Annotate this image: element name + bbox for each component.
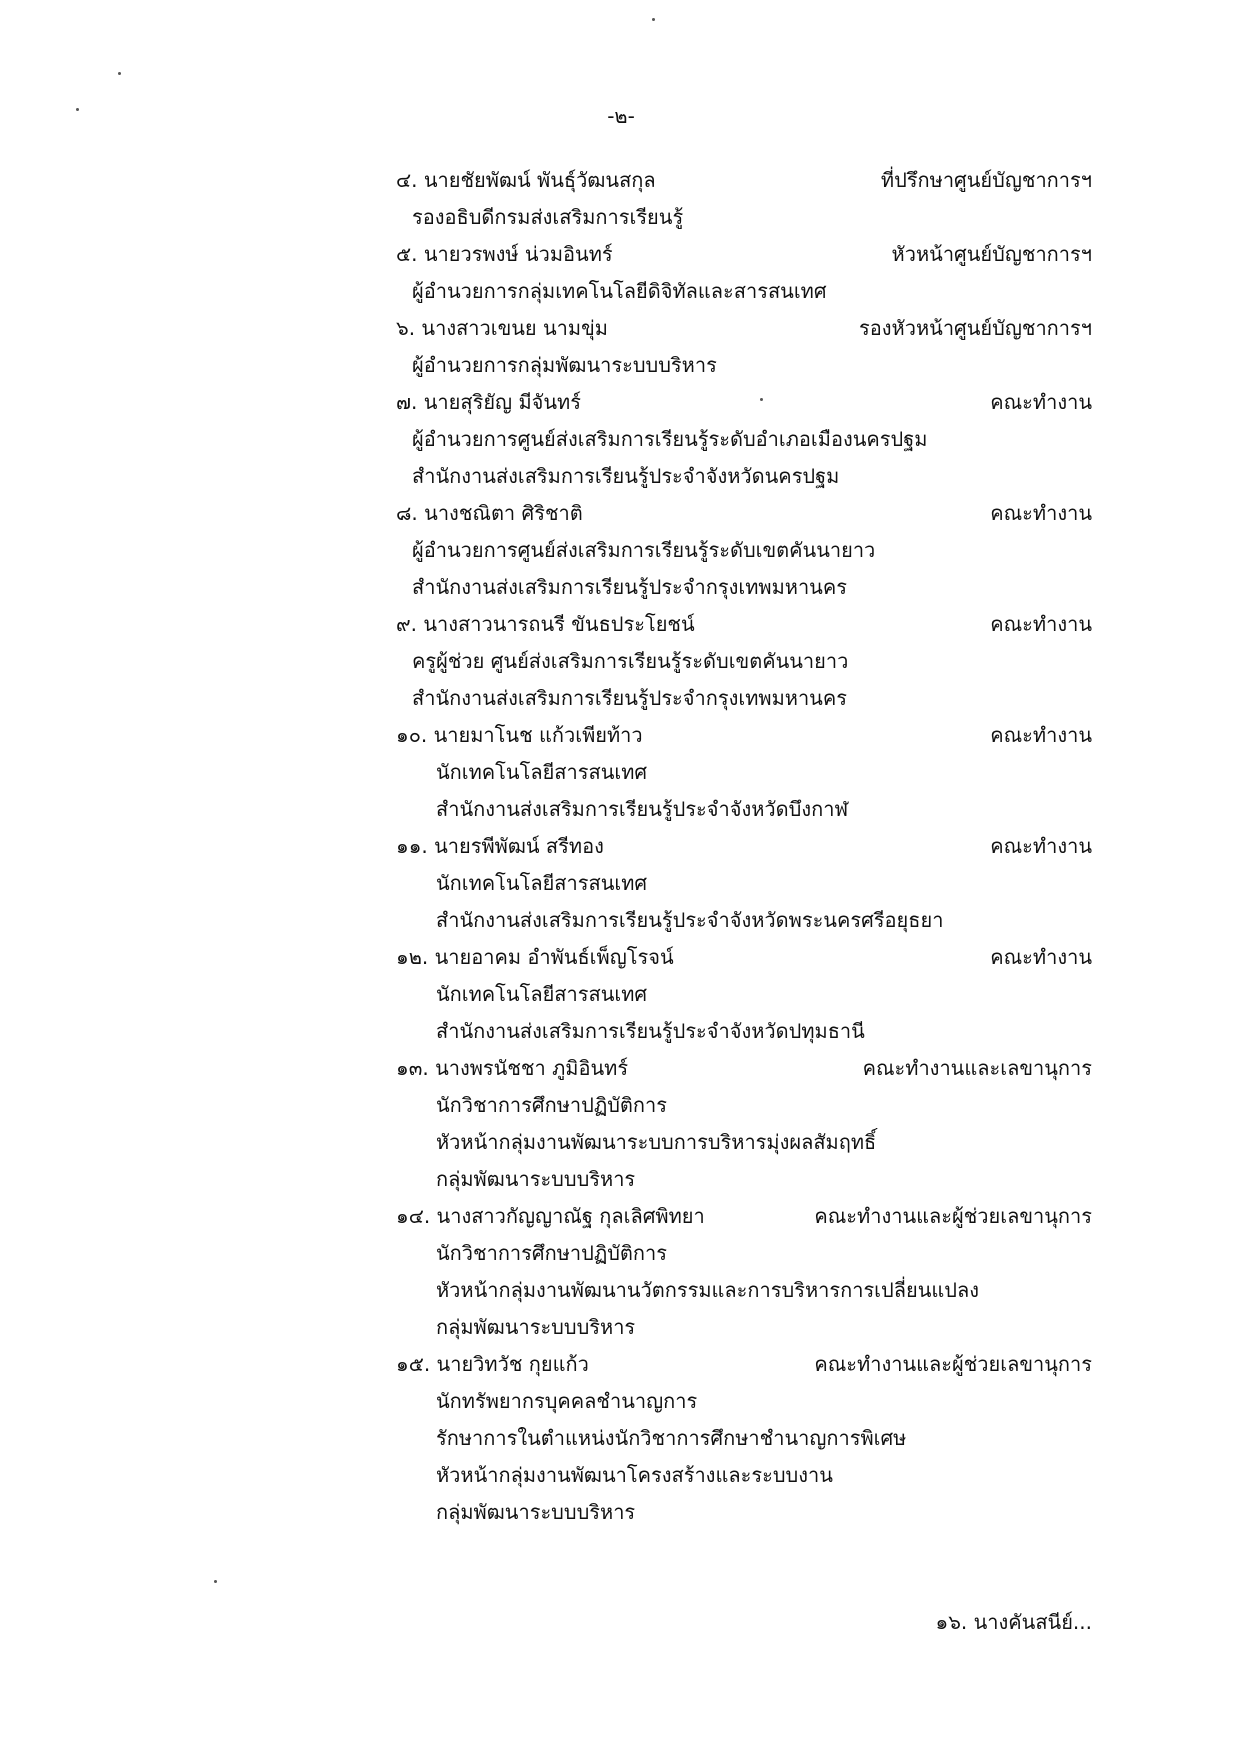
member-detail-text: กลุ่มพัฒนาระบบบริหาร — [436, 1500, 636, 1524]
member-detail-line — [0, 1161, 1242, 1198]
member-detail-text: ผู้อำนวยการกลุ่มเทคโนโลยีดิจิทัลและสารสนเทศ — [412, 279, 827, 303]
scan-speck — [214, 1580, 217, 1583]
member-detail-text: สำนักงานส่งเสริมการเรียนรู้ประจำจังหวัดพระนครศรีอยุธยา — [436, 908, 944, 932]
member-role: คณะทำงาน — [990, 834, 1092, 858]
member-detail-text: กลุ่มพัฒนาระบบบริหาร — [436, 1167, 636, 1191]
member-role: คณะทำงาน — [990, 612, 1092, 636]
scan-speck — [652, 18, 655, 21]
member-detail-text: หัวหน้ากลุ่มงานพัฒนานวัตกรรมและการบริหารการเปลี่ยนแปลง — [436, 1278, 979, 1302]
member-detail-line — [0, 643, 1242, 680]
member-detail-line — [0, 1124, 1242, 1161]
member-detail-line — [0, 1494, 1242, 1531]
member-detail-line — [0, 1383, 1242, 1420]
member-detail-line — [0, 273, 1242, 310]
member-row — [0, 1346, 1242, 1383]
member-name: ๗. นายสุริยัญ มีจันทร์ — [396, 390, 581, 414]
member-detail-text: กลุ่มพัฒนาระบบบริหาร — [436, 1315, 636, 1339]
member-row — [0, 1050, 1242, 1087]
member-name: ๑๑. นายรพีพัฒน์ สรีทอง — [396, 834, 604, 858]
member-row — [0, 310, 1242, 347]
member-detail-text: รักษาการในตำแหน่งนักวิชาการศึกษาชำนาญการพิเศษ — [436, 1426, 907, 1450]
member-row — [0, 939, 1242, 976]
member-role: รองหัวหน้าศูนย์บัญชาการฯ — [859, 316, 1092, 340]
member-detail-text: สำนักงานส่งเสริมการเรียนรู้ประจำกรุงเทพมหานคร — [412, 686, 847, 710]
page-number: -๒- — [607, 104, 635, 128]
member-row — [0, 162, 1242, 199]
member-name: ๙. นางสาวนารถนรี ขันธประโยชน์ — [396, 612, 695, 636]
member-name: ๔. นายชัยพัฒน์ พันธุ์วัฒนสกุล — [396, 168, 656, 192]
member-row — [0, 828, 1242, 865]
member-row — [0, 606, 1242, 643]
member-detail-text: สำนักงานส่งเสริมการเรียนรู้ประจำจังหวัดปทุมธานี — [436, 1019, 865, 1043]
member-detail-line — [0, 1272, 1242, 1309]
member-detail-text: นักเทคโนโลยีสารสนเทศ — [436, 760, 648, 784]
member-role: คณะทำงานและเลขานุการ — [862, 1056, 1092, 1080]
member-role: คณะทำงานและผู้ช่วยเลขานุการ — [814, 1204, 1092, 1228]
scan-speck — [76, 108, 79, 111]
member-row — [0, 495, 1242, 532]
member-name: ๑๐. นายมาโนช แก้วเพียท้าว — [396, 723, 643, 747]
member-detail-line — [0, 976, 1242, 1013]
member-detail-line — [0, 791, 1242, 828]
member-detail-line — [0, 421, 1242, 458]
member-detail-line — [0, 1420, 1242, 1457]
member-list — [0, 162, 1242, 1531]
member-detail-text: นักวิชาการศึกษาปฏิบัติการ — [436, 1241, 668, 1265]
member-detail-text: สำนักงานส่งเสริมการเรียนรู้ประจำจังหวัดนครปฐม — [412, 464, 840, 488]
member-row — [0, 1198, 1242, 1235]
member-role: คณะทำงาน — [990, 723, 1092, 747]
member-detail-line — [0, 532, 1242, 569]
member-detail-line — [0, 865, 1242, 902]
member-detail-text: นักทรัพยากรบุคคลชำนาญการ — [436, 1389, 698, 1413]
continuation-reference: ๑๖. นางคันสนีย์... — [935, 1610, 1092, 1634]
member-detail-line — [0, 902, 1242, 939]
member-detail-line — [0, 199, 1242, 236]
member-row — [0, 717, 1242, 754]
member-name: ๘. นางชณิตา ศิริชาติ — [396, 501, 583, 525]
member-name: ๑๓. นางพรนัชชา ภูมิอินทร์ — [396, 1056, 629, 1080]
member-detail-text: นักวิชาการศึกษาปฏิบัติการ — [436, 1093, 668, 1117]
member-role: คณะทำงาน — [990, 501, 1092, 525]
member-detail-line — [0, 1235, 1242, 1272]
member-row — [0, 236, 1242, 273]
member-detail-text: รองอธิบดีกรมส่งเสริมการเรียนรู้ — [412, 205, 684, 229]
member-role: คณะทำงานและผู้ช่วยเลขานุการ — [814, 1352, 1092, 1376]
member-detail-line — [0, 569, 1242, 606]
scan-speck — [118, 72, 121, 75]
member-detail-line — [0, 680, 1242, 717]
member-row — [0, 384, 1242, 421]
member-name: ๕. นายวรพงษ์ น่วมอินทร์ — [396, 242, 613, 266]
member-detail-line — [0, 1013, 1242, 1050]
member-role: คณะทำงาน — [990, 945, 1092, 969]
member-detail-text: ผู้อำนวยการศูนย์ส่งเสริมการเรียนรู้ระดับอำเภอเมืองนครปฐม — [412, 427, 928, 451]
member-detail-text: สำนักงานส่งเสริมการเรียนรู้ประจำจังหวัดบึงกาฬ — [436, 797, 849, 821]
member-name: ๑๔. นางสาวกัญญาณัฐ กุลเลิศพิทยา — [396, 1204, 705, 1228]
member-name: ๑๒. นายอาคม อำพันธ์เพ็ญโรจน์ — [396, 945, 674, 969]
member-role: หัวหน้าศูนย์บัญชาการฯ — [891, 242, 1092, 266]
member-detail-text: นักเทคโนโลยีสารสนเทศ — [436, 982, 648, 1006]
scan-speck — [760, 398, 763, 401]
member-name: ๑๕. นายวิทวัช กุยแก้ว — [396, 1352, 589, 1376]
member-detail-line — [0, 1309, 1242, 1346]
member-detail-line — [0, 1087, 1242, 1124]
member-detail-line — [0, 754, 1242, 791]
member-name: ๖. นางสาวเขนย นามขุ่ม — [396, 316, 608, 340]
member-detail-text: หัวหน้ากลุ่มงานพัฒนาโครงสร้างและระบบงาน — [436, 1463, 833, 1487]
member-role: ที่ปรึกษาศูนย์บัญชาการฯ — [880, 168, 1092, 192]
member-detail-text: นักเทคโนโลยีสารสนเทศ — [436, 871, 648, 895]
member-detail-line — [0, 458, 1242, 495]
member-detail-text: ผู้อำนวยการกลุ่มพัฒนาระบบบริหาร — [412, 353, 717, 377]
member-detail-text: สำนักงานส่งเสริมการเรียนรู้ประจำกรุงเทพมหานคร — [412, 575, 847, 599]
member-role: คณะทำงาน — [990, 390, 1092, 414]
member-detail-text: ครูผู้ช่วย ศูนย์ส่งเสริมการเรียนรู้ระดับเขตคันนายาว — [412, 649, 849, 673]
member-detail-text: ผู้อำนวยการศูนย์ส่งเสริมการเรียนรู้ระดับเขตคันนายาว — [412, 538, 876, 562]
member-detail-text: หัวหน้ากลุ่มงานพัฒนาระบบการบริหารมุ่งผลสัมฤทธิ์ — [436, 1130, 877, 1154]
member-detail-line — [0, 1457, 1242, 1494]
member-detail-line — [0, 347, 1242, 384]
